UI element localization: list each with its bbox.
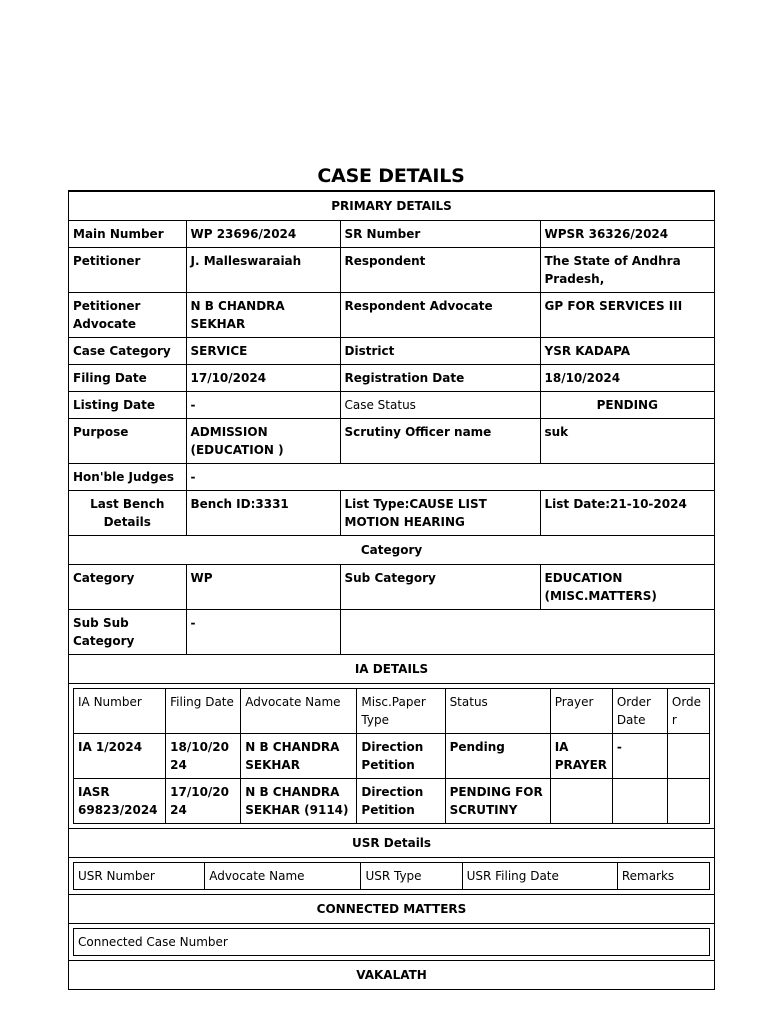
- ia-cell: [667, 779, 709, 824]
- ia-header-cell: Advocate Name: [241, 689, 357, 734]
- usr-header-cell: Remarks: [617, 863, 709, 890]
- vakalath-header: VAKALATH: [69, 961, 714, 990]
- main-number-value: WP 23696/2024: [186, 221, 340, 248]
- ia-details-header: IA DETAILS: [69, 655, 714, 684]
- usr-table-wrapper: [69, 858, 714, 895]
- case-category-label: Case Category: [69, 338, 186, 365]
- respondent-label: Respondent: [340, 248, 540, 293]
- ia-cell: [667, 734, 709, 779]
- listing-date-value: -: [186, 392, 340, 419]
- ia-cell: [612, 779, 667, 824]
- last-bench-label: Last Bench Details: [69, 491, 186, 536]
- petitioner-label: Petitioner: [69, 248, 186, 293]
- ia-header-row: [74, 689, 710, 734]
- scrutiny-officer-value: suk: [540, 419, 714, 464]
- usr-details-header: USR Details: [69, 829, 714, 858]
- usr-header-cell: USR Number: [74, 863, 205, 890]
- sub-sub-category-label: Sub Sub Category: [69, 610, 186, 655]
- usr-header-cell: USR Filing Date: [462, 863, 617, 890]
- ia-cell: Direction Petition: [357, 779, 445, 824]
- ia-table-wrapper: [69, 684, 714, 829]
- registration-date-label: Registration Date: [340, 365, 540, 392]
- ia-cell: 18/10/2024: [166, 734, 241, 779]
- ia-cell: PENDING FOR SCRUTINY: [445, 779, 550, 824]
- category-value: WP: [186, 565, 340, 610]
- respondent-advocate-value: GP FOR SERVICES III: [540, 293, 714, 338]
- sub-category-label: Sub Category: [340, 565, 540, 610]
- ia-cell: IA PRAYER: [550, 734, 612, 779]
- purpose-label: Purpose: [69, 419, 186, 464]
- sr-number-value: WPSR 36326/2024: [540, 221, 714, 248]
- category-header: Category: [69, 536, 714, 565]
- petitioner-value: J. Malleswaraiah: [186, 248, 340, 293]
- sr-number-label: SR Number: [340, 221, 540, 248]
- ia-header-cell: Order Date: [612, 689, 667, 734]
- connected-table: [73, 928, 710, 956]
- case-details-container: [68, 190, 715, 990]
- ia-header-cell: Status: [445, 689, 550, 734]
- ia-header-cell: Filing Date: [166, 689, 241, 734]
- case-status-value: PENDING: [540, 392, 714, 419]
- scrutiny-officer-label: Scrutiny Officer name: [340, 419, 540, 464]
- main-number-label: Main Number: [69, 221, 186, 248]
- case-category-value: SERVICE: [186, 338, 340, 365]
- ia-cell: N B CHANDRA SEKHAR (9114): [241, 779, 357, 824]
- connected-table-wrapper: [69, 924, 714, 961]
- list-type: List Type:CAUSE LIST MOTION HEARING: [340, 491, 540, 536]
- category-label: Category: [69, 565, 186, 610]
- usr-table: [73, 862, 710, 890]
- connected-case-number-header: Connected Case Number: [74, 929, 710, 956]
- ia-cell: N B CHANDRA SEKHAR: [241, 734, 357, 779]
- list-date: List Date:21-10-2024: [540, 491, 714, 536]
- case-status-label: Case Status: [340, 392, 540, 419]
- ia-cell: IA 1/2024: [74, 734, 166, 779]
- district-value: YSR KADAPA: [540, 338, 714, 365]
- respondent-value: The State of Andhra Pradesh,: [540, 248, 714, 293]
- purpose-value: ADMISSION (EDUCATION ): [186, 419, 340, 464]
- empty-cell: [340, 610, 714, 655]
- table-row: [74, 734, 710, 779]
- ia-header-cell: Misc.Paper Type: [357, 689, 445, 734]
- case-details-table: [69, 192, 714, 990]
- sub-category-value: EDUCATION (MISC.MATTERS): [540, 565, 714, 610]
- judges-value: -: [186, 464, 714, 491]
- ia-cell: IASR 69823/2024: [74, 779, 166, 824]
- ia-cell: 17/10/2024: [166, 779, 241, 824]
- respondent-advocate-label: Respondent Advocate: [340, 293, 540, 338]
- registration-date-value: 18/10/2024: [540, 365, 714, 392]
- ia-header-cell: Order: [667, 689, 709, 734]
- ia-header-cell: IA Number: [74, 689, 166, 734]
- usr-header-cell: Advocate Name: [205, 863, 361, 890]
- table-row: [74, 779, 710, 824]
- ia-cell: -: [612, 734, 667, 779]
- petitioner-advocate-label: Petitioner Advocate: [69, 293, 186, 338]
- usr-header-cell: USR Type: [361, 863, 462, 890]
- primary-details-header: PRIMARY DETAILS: [69, 192, 714, 221]
- judges-label: Hon'ble Judges: [69, 464, 186, 491]
- sub-sub-category-value: -: [186, 610, 340, 655]
- district-label: District: [340, 338, 540, 365]
- filing-date-value: 17/10/2024: [186, 365, 340, 392]
- petitioner-advocate-value: N B CHANDRA SEKHAR: [186, 293, 340, 338]
- ia-cell: [550, 779, 612, 824]
- page-title: CASE DETAILS: [317, 165, 465, 187]
- filing-date-label: Filing Date: [69, 365, 186, 392]
- connected-matters-header: CONNECTED MATTERS: [69, 895, 714, 924]
- usr-header-row: [74, 863, 710, 890]
- ia-cell: Pending: [445, 734, 550, 779]
- ia-table: [73, 688, 710, 824]
- ia-header-cell: Prayer: [550, 689, 612, 734]
- ia-cell: Direction Petition: [357, 734, 445, 779]
- bench-id: Bench ID:3331: [186, 491, 340, 536]
- listing-date-label: Listing Date: [69, 392, 186, 419]
